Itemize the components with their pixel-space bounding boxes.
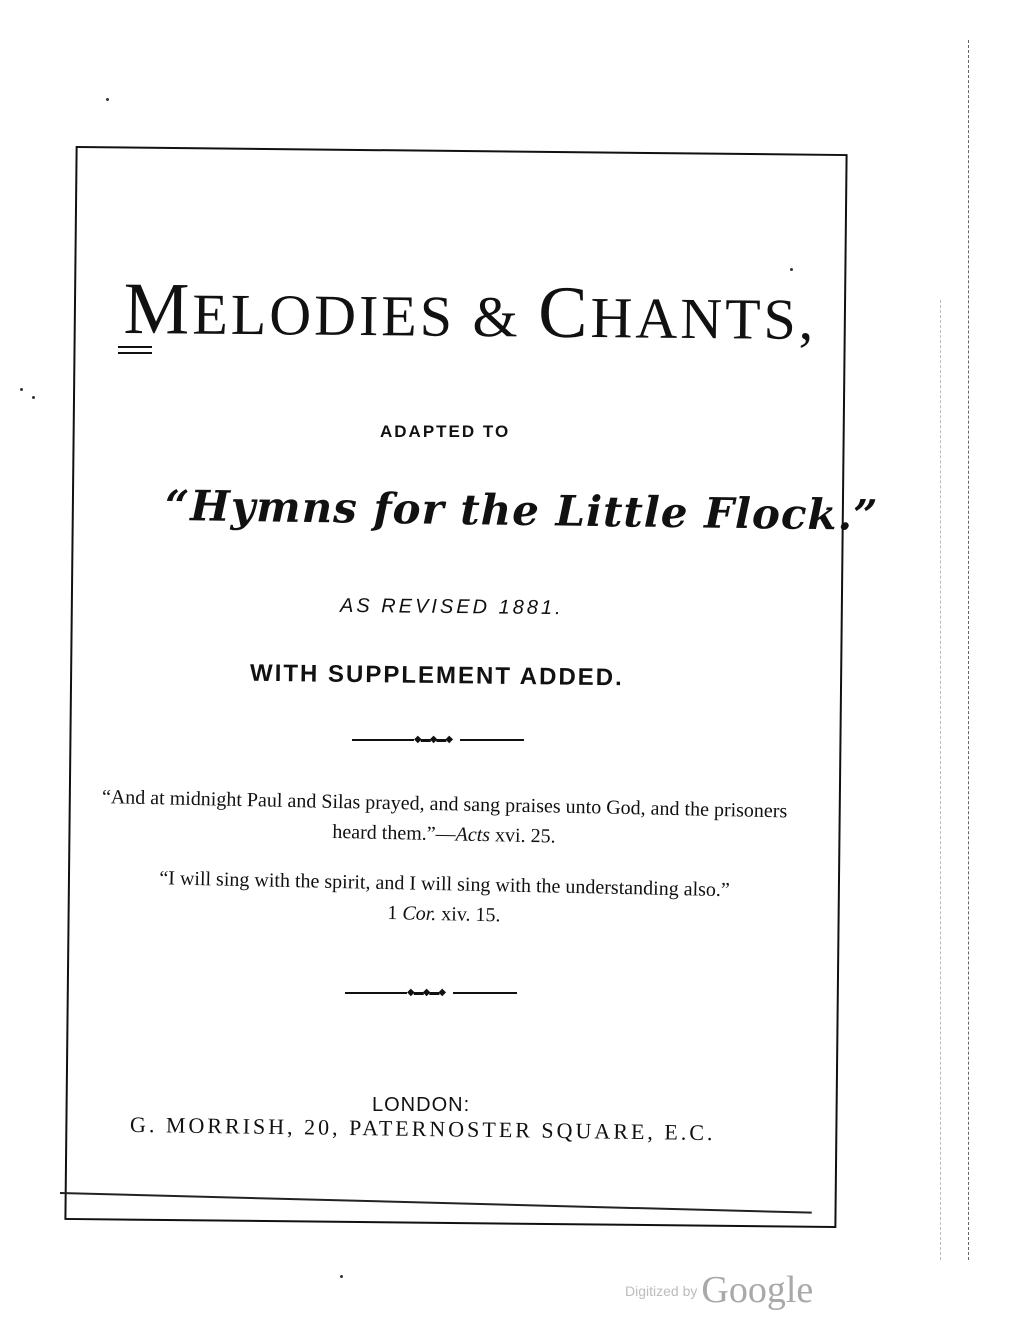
quote-ref-book: Acts [455, 823, 491, 847]
revision-line: AS REVISED 1881. [339, 594, 564, 620]
watermark-prefix: Digitized by [625, 1283, 698, 1299]
title-word-melodies: ELODIES [192, 281, 456, 349]
google-logo: Google [701, 1269, 814, 1311]
ornamental-rule: ◆▬◆▬◆ [352, 735, 524, 745]
title-initial-m: M [123, 267, 193, 351]
speck [790, 268, 793, 271]
adapted-to-line: ADAPTED TO [380, 422, 511, 441]
imprint-city: LONDON: [372, 1094, 471, 1116]
book-title [110, 267, 831, 358]
quote-text: “I will sing with the spirit, and I will sing with the understanding also.” [159, 867, 731, 902]
title-ampersand: & [472, 284, 521, 350]
hymnbook-title: “Hymns for the Little Flock.” [164, 480, 879, 540]
speck [106, 98, 109, 101]
quote-text: “And at midnight Paul and Silas prayed, and sang praises unto God, and the prisoners heard them.”— [101, 786, 788, 846]
imprint-publisher: G. MORRISH, 20, PATERNOSTER SQUARE, E.C. [129, 1111, 716, 1146]
quote-ref-prefix: 1 [387, 902, 403, 925]
speck [340, 1275, 343, 1278]
quote-ref-verse: xiv. 15. [436, 903, 501, 927]
title-initial-c: C [537, 271, 591, 355]
speck [32, 396, 35, 399]
title-word-chants: HANTS, [590, 285, 817, 353]
speck [20, 388, 23, 391]
quote-ref-verse: xvi. 25. [489, 824, 556, 848]
page-edge-line [968, 40, 969, 1260]
supplement-line: WITH SUPPLEMENT ADDED. [249, 659, 624, 692]
page-edge-line [940, 300, 941, 1260]
quote-ref-book: Cor. [402, 902, 437, 926]
ornamental-rule: ◆▬◆▬◆ [345, 988, 517, 998]
digitized-watermark [625, 1268, 813, 1312]
title-initial-underline [118, 346, 152, 354]
